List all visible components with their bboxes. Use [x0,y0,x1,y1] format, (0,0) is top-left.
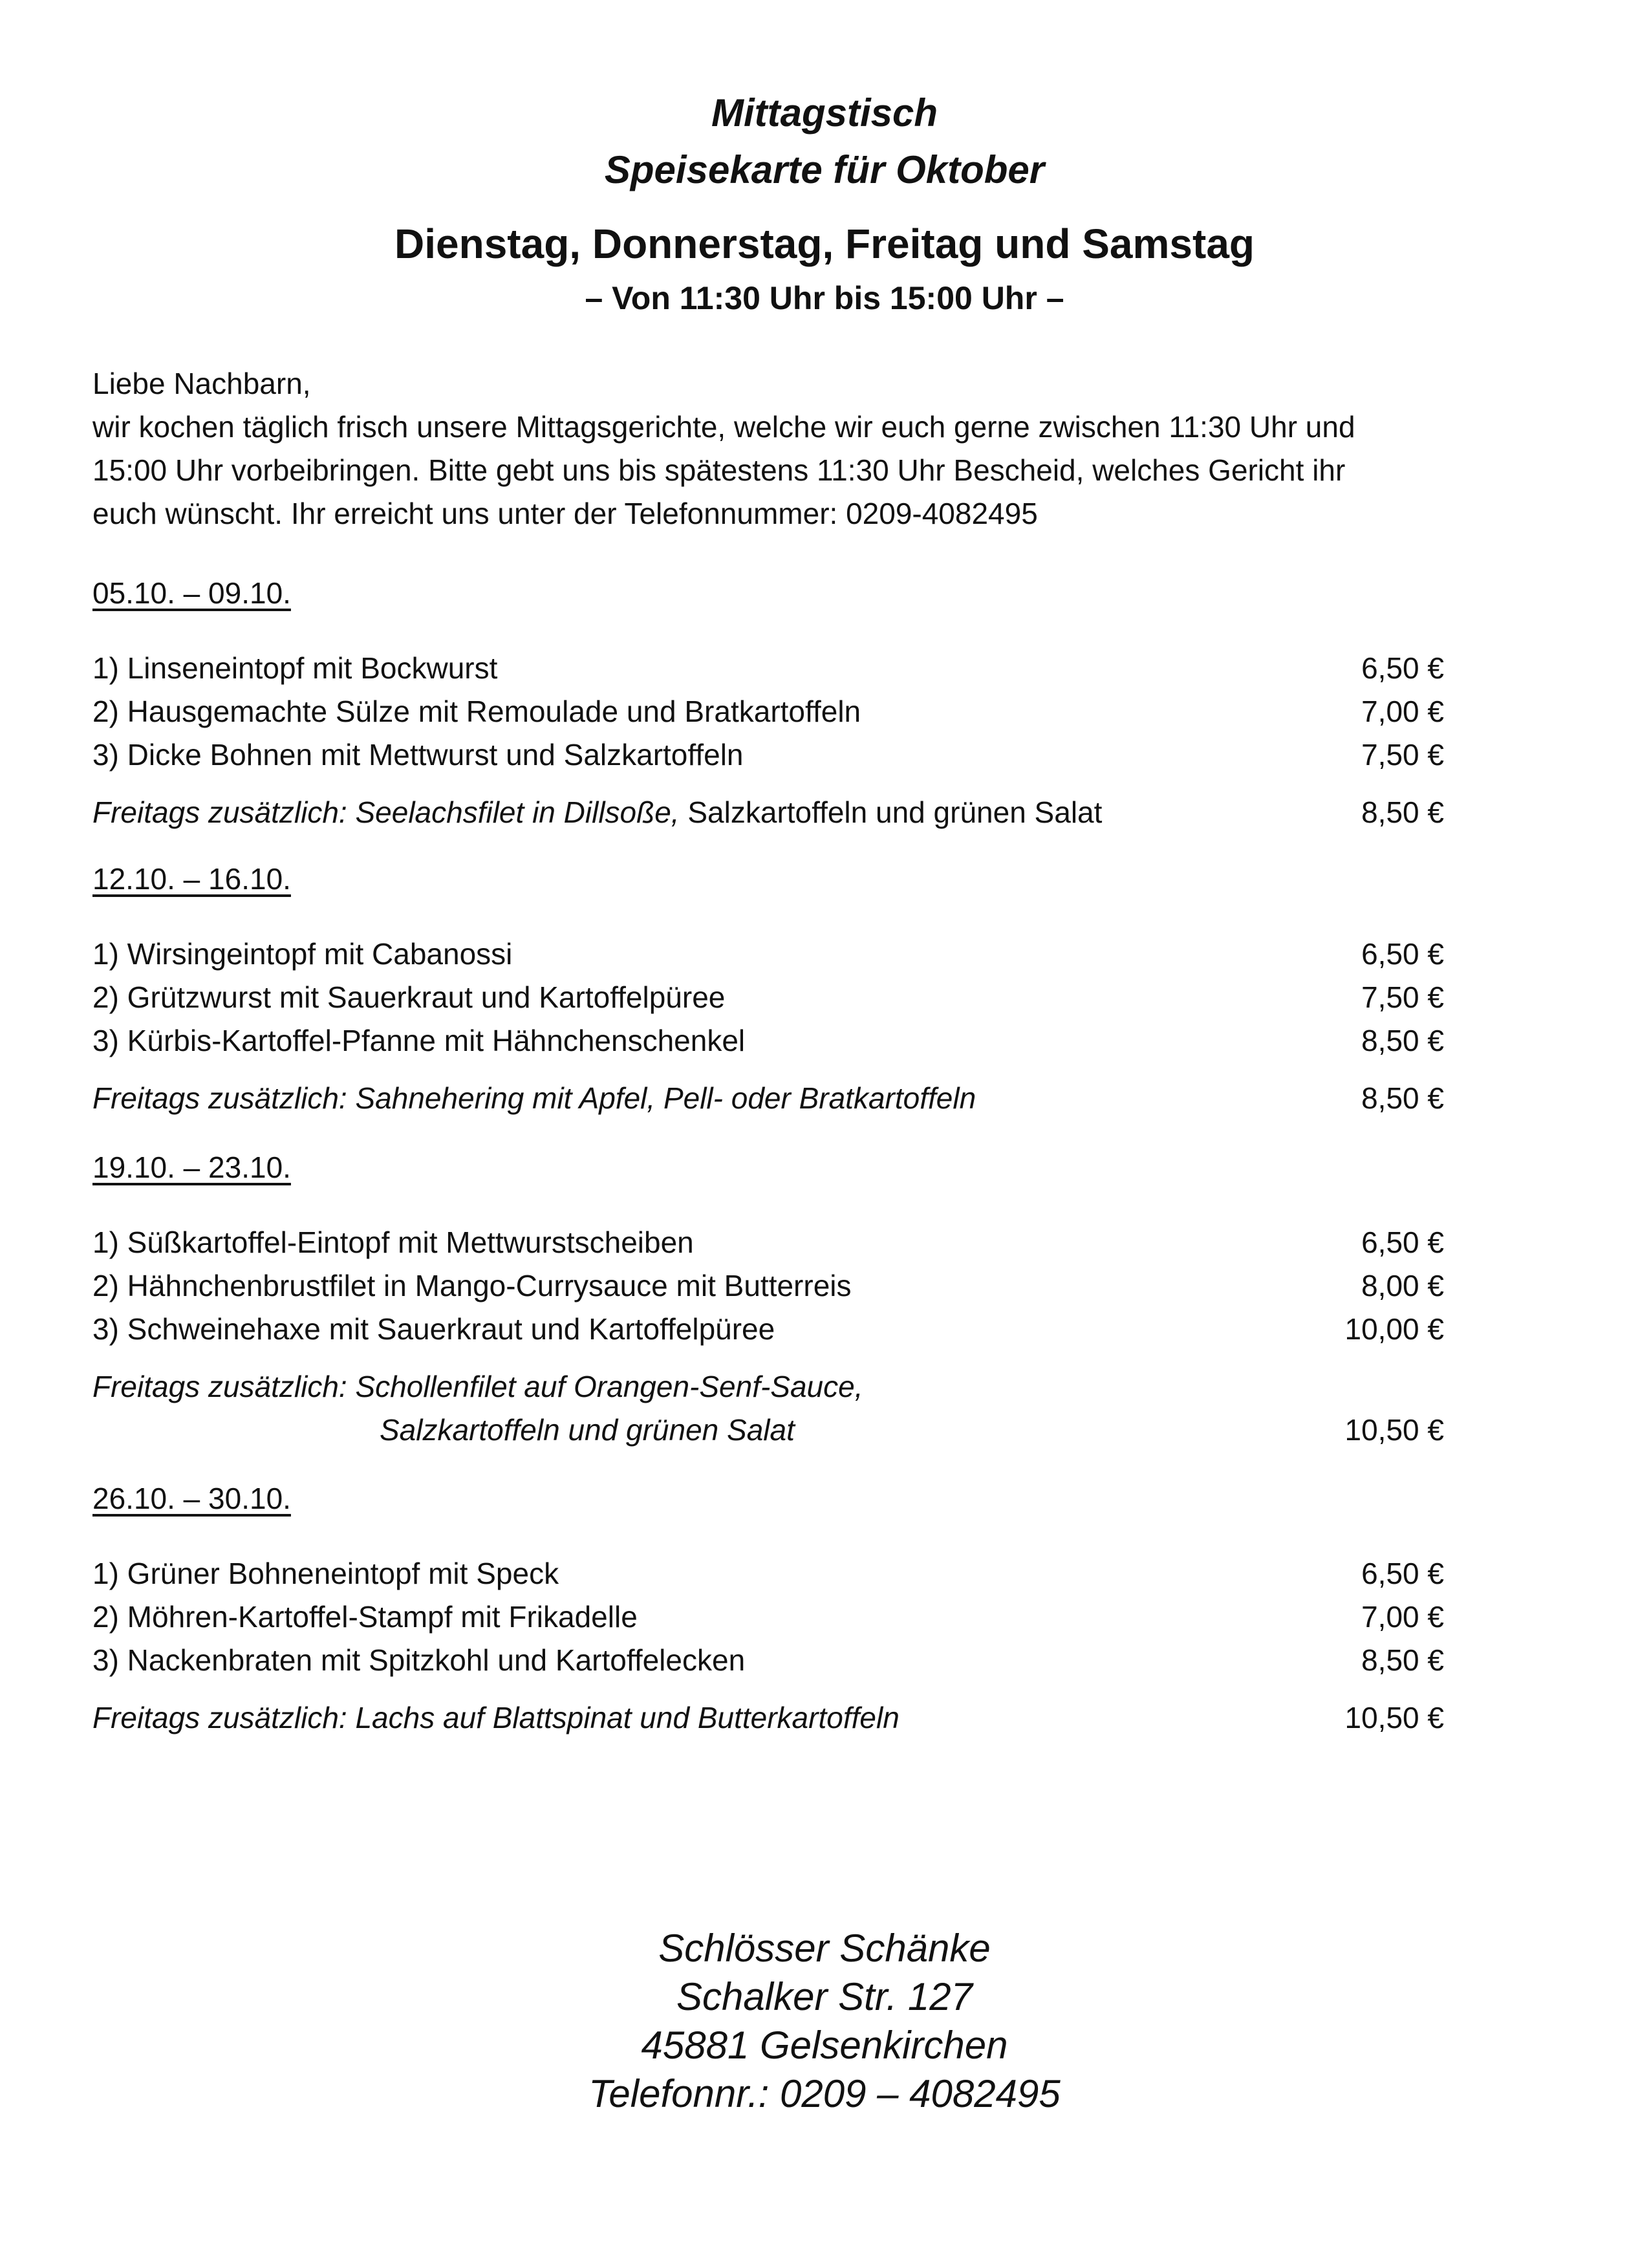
menu-item [92,1552,1444,1595]
page-subtitle: Speisekarte für Oktober [604,148,1045,191]
special-label: Freitags zusätzlich: Lachs auf Blattspinat und Butterkartoffeln [92,1701,900,1734]
menu-item [92,933,1444,976]
week-range: 05.10. – 09.10. [92,576,291,610]
page-title: Mittagstisch [711,91,938,135]
special-price: 8,50 € [1361,795,1444,829]
item-price: 8,50 € [1361,1024,1444,1057]
friday-special [92,1365,1444,1409]
week-section [92,861,1444,1120]
item-price: 6,50 € [1361,1557,1444,1590]
item-price: 10,00 € [1344,1312,1444,1346]
restaurant-street: Schalker Str. 127 [676,1975,973,2018]
intro-line: 15:00 Uhr vorbeibringen. Bitte gebt uns bis spätestens 11:30 Uhr Bescheid, welches Gericht ihr [92,453,1346,487]
item-name: 1) Grüner Bohneneintopf mit Speck [92,1557,559,1590]
item-price: 8,50 € [1361,1643,1444,1677]
item-name: 3) Dicke Bohnen mit Mettwurst und Salzkartoffeln [92,738,744,772]
item-price: 7,50 € [1361,980,1444,1014]
menu-item [92,1221,1444,1264]
item-name: 1) Süßkartoffel-Eintopf mit Mettwurstscheiben [92,1226,694,1259]
item-name: 1) Wirsingeintopf mit Cabanossi [92,937,513,971]
item-name: 3) Kürbis-Kartoffel-Pfanne mit Hähnchenschenkel [92,1024,746,1057]
restaurant-phone: Telefonnr.: 0209 – 4082495 [588,2072,1061,2115]
opening-days: Dienstag, Donnerstag, Freitag und Samstag [394,221,1255,267]
menu-item [92,1595,1444,1639]
week-range: 12.10. – 16.10. [92,862,291,896]
item-name: 2) Möhren-Kartoffel-Stampf mit Frikadelle [92,1600,638,1634]
week-section [92,576,1444,834]
intro-greeting: Liebe Nachbarn, [92,367,311,400]
item-price: 8,00 € [1361,1269,1444,1302]
menu-item [92,1308,1444,1351]
friday-special-continued [92,1409,1444,1452]
item-name: 2) Hähnchenbrustfilet in Mango-Currysauce mit Butterreis [92,1269,852,1302]
restaurant-city: 45881 Gelsenkirchen [641,2024,1008,2067]
friday-special [92,1696,1444,1740]
menu-item [92,1264,1444,1308]
item-name: 1) Linseneintopf mit Bockwurst [92,651,498,685]
item-price: 6,50 € [1361,651,1444,685]
special-label: Freitags zusätzlich: Sahnehering mit Apfel, Pell- oder Bratkartoffeln [92,1081,976,1115]
week-section [92,1150,1444,1452]
friday-special [92,1077,1444,1120]
special-price: 10,50 € [1344,1701,1444,1734]
intro-line: wir kochen täglich frisch unsere Mittagsgerichte, welche wir euch gerne zwischen 11:30 Uhr und [92,410,1355,444]
menu-item [92,690,1444,733]
special-price: 8,50 € [1361,1081,1444,1115]
item-name: 3) Nackenbraten mit Spitzkohl und Kartoffelecken [92,1643,746,1677]
item-price: 7,00 € [1361,1600,1444,1634]
opening-hours: – Von 11:30 Uhr bis 15:00 Uhr – [585,280,1064,316]
week-section [92,1481,1444,1740]
special-price: 10,50 € [1344,1413,1444,1447]
menu-item [92,1639,1444,1682]
restaurant-name: Schlösser Schänke [658,1927,991,1970]
item-price: 7,50 € [1361,738,1444,772]
item-name: 3) Schweinehaxe mit Sauerkraut und Kartoffelpüree [92,1312,775,1346]
restaurant-address [0,1924,1649,2118]
special-label: Freitags zusätzlich: Schollenfilet auf Orangen-Senf-Sauce, [92,1370,863,1403]
item-price: 7,00 € [1361,695,1444,728]
item-name: 2) Grützwurst mit Sauerkraut und Kartoffelpüree [92,980,726,1014]
menu-item [92,976,1444,1019]
menu-item [92,647,1444,690]
item-price: 6,50 € [1361,937,1444,971]
week-range: 19.10. – 23.10. [92,1150,291,1184]
intro-text [92,362,1489,535]
menu-item [92,1019,1444,1063]
special-text: Salzkartoffeln und grünen Salat [380,1413,795,1447]
intro-line: euch wünscht. Ihr erreicht uns unter der Telefonnummer: 0209-4082495 [92,497,1038,530]
special-text: Salzkartoffeln und grünen Salat [679,795,1103,829]
special-label: Freitags zusätzlich: Seelachsfilet in Dillsoße, [92,795,680,829]
menu-item [92,733,1444,777]
item-price: 6,50 € [1361,1226,1444,1259]
week-range: 26.10. – 30.10. [92,1482,291,1515]
friday-special [92,791,1444,834]
item-name: 2) Hausgemachte Sülze mit Remoulade und Bratkartoffeln [92,695,861,728]
